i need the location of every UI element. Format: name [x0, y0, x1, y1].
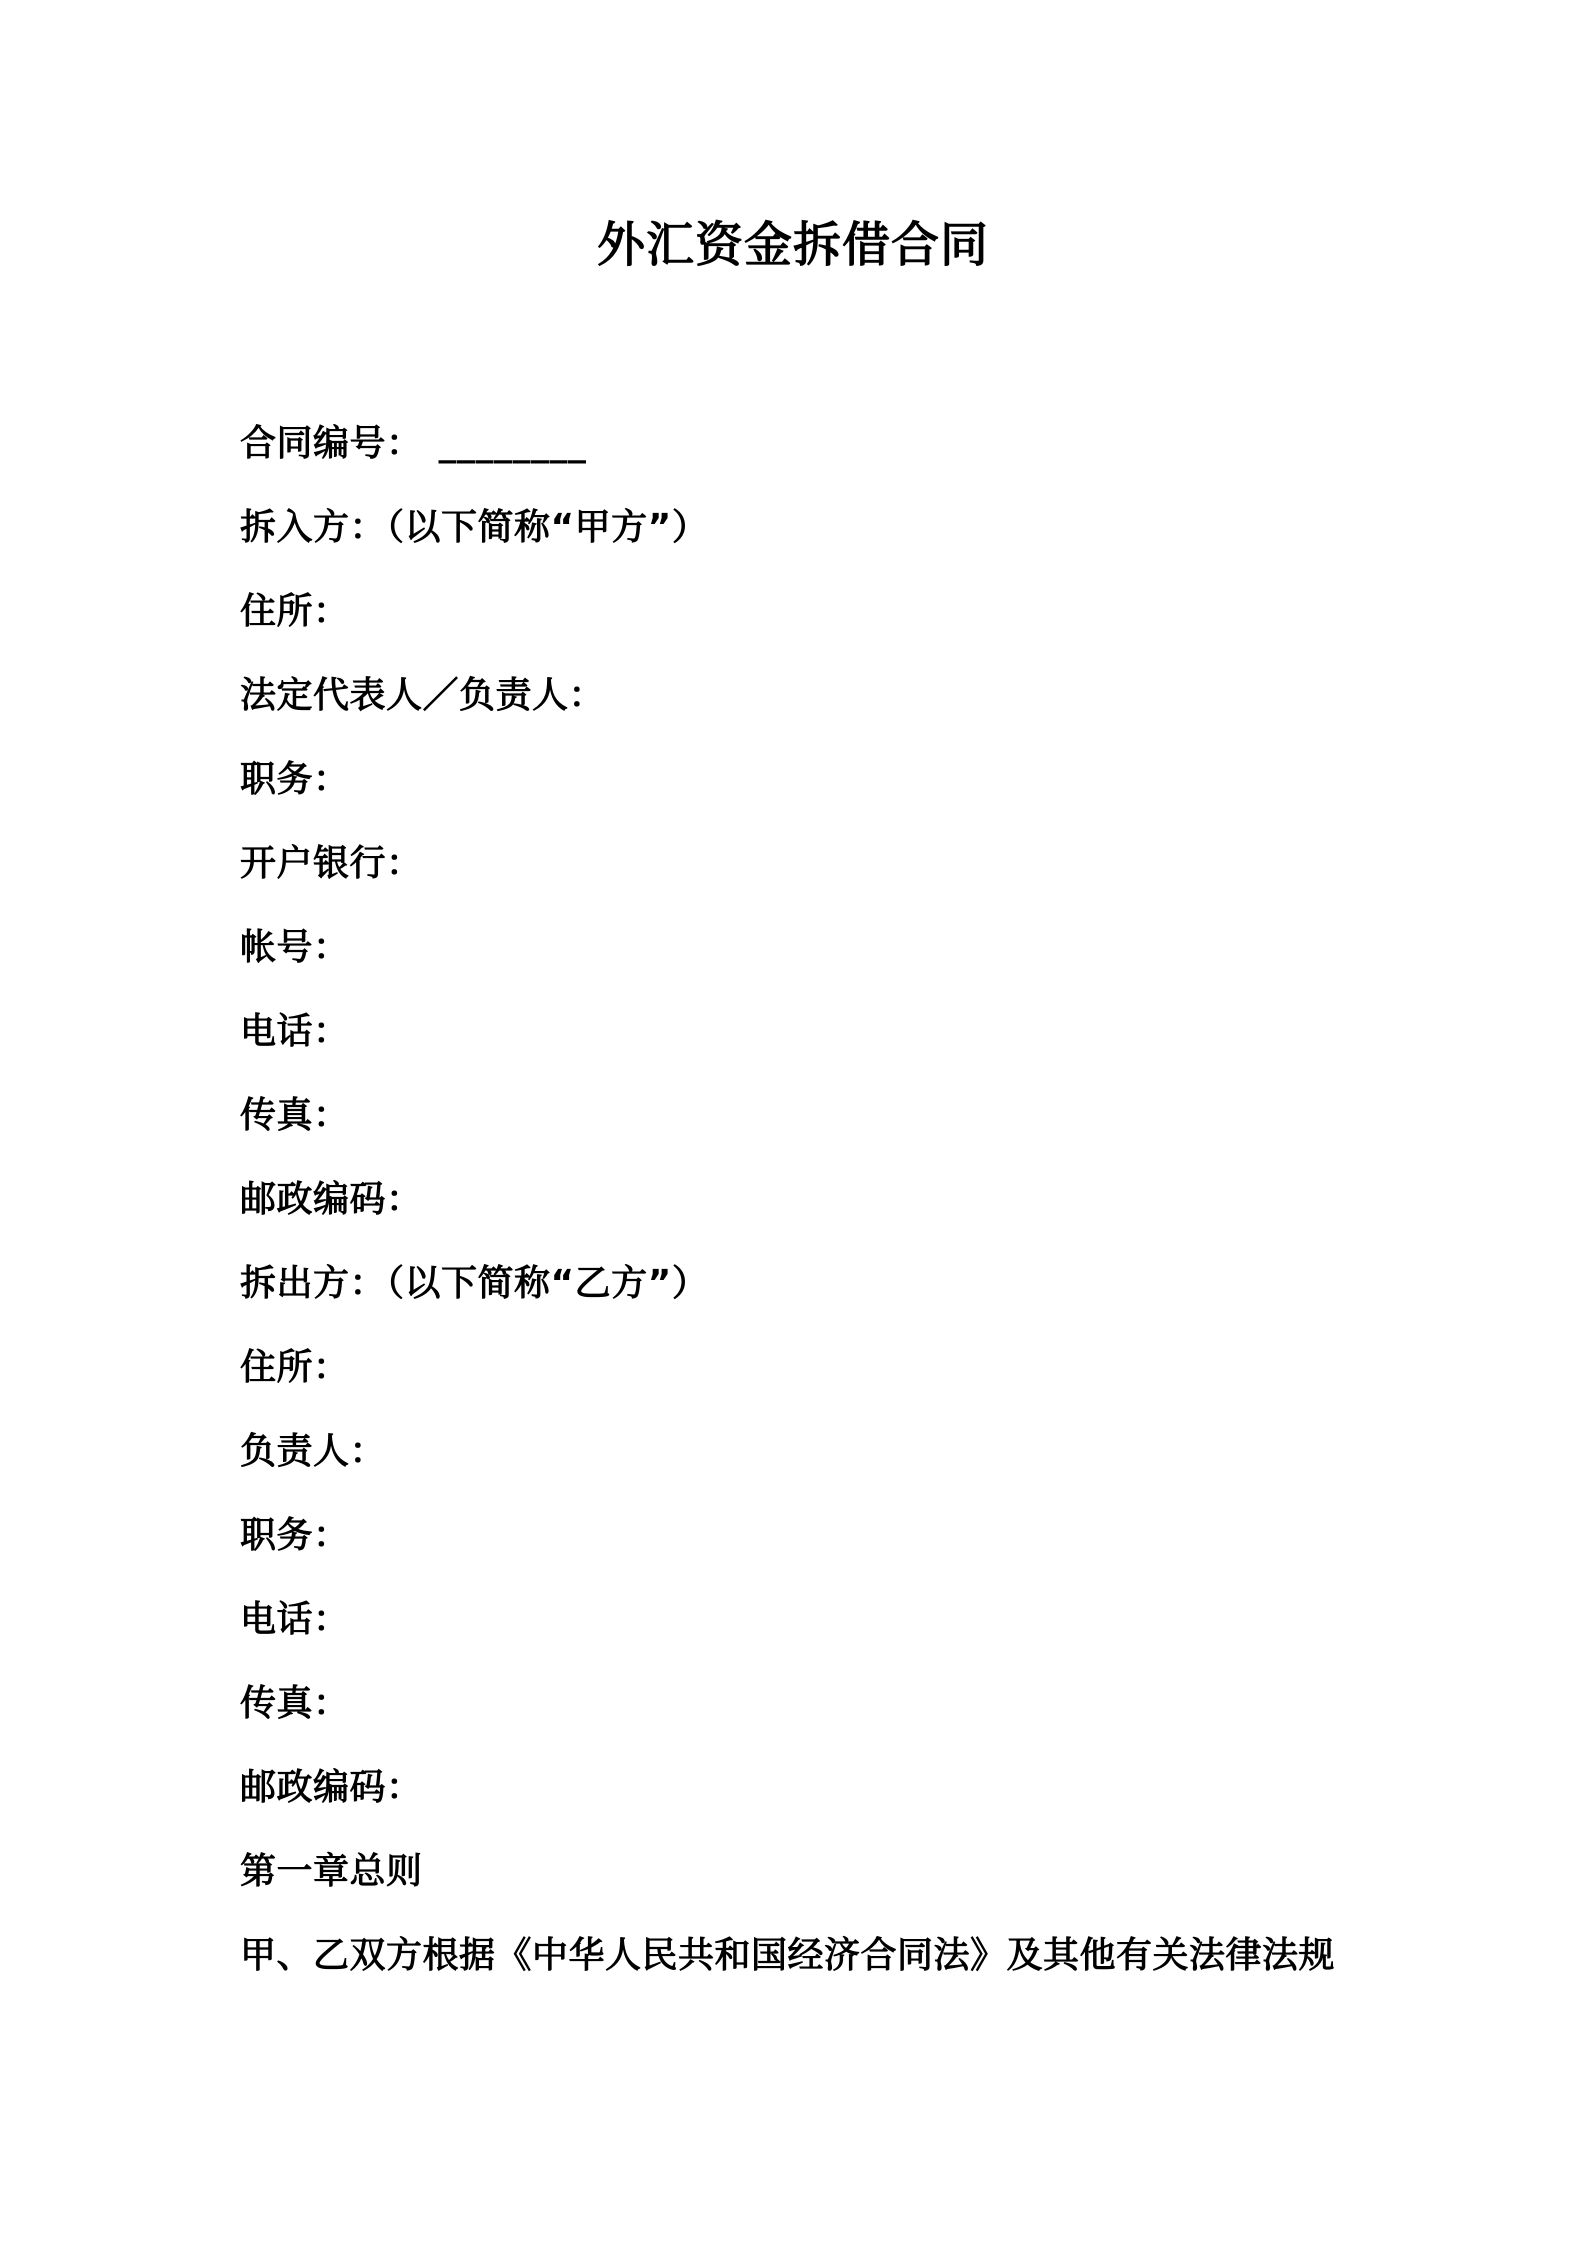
party-b-address: 住所：	[240, 1347, 350, 1388]
party-b-fax: 传真：	[240, 1683, 350, 1724]
party-b-position: 职务：	[240, 1515, 350, 1556]
contract-number-label: 合同编号：	[240, 423, 423, 464]
party-a-position: 职务：	[240, 759, 350, 800]
party-b-person-in-charge: 负责人：	[240, 1431, 387, 1472]
party-b-postcode: 邮政编码：	[240, 1767, 423, 1808]
contract-number-blank: ________	[438, 423, 587, 464]
party-a-postcode: 邮政编码：	[240, 1179, 423, 1220]
party-a-heading: 拆入方：（以下简称“甲方”）	[240, 507, 709, 548]
party-a-bank: 开户银行：	[240, 843, 423, 884]
contract-number-line	[240, 402, 1390, 486]
party-a-account: 帐号：	[240, 927, 350, 968]
party-b-heading: 拆出方：（以下简称“乙方”）	[240, 1263, 709, 1304]
document-body	[240, 402, 1390, 1998]
party-a-fax: 传真：	[240, 1095, 350, 1136]
party-a-phone: 电话：	[240, 1011, 350, 1052]
party-a-address: 住所：	[240, 591, 350, 632]
chapter-body-text: 甲、乙双方根据《中华人民共和国经济合同法》及其他有关法律法规	[240, 1935, 1336, 1976]
document-title: 外汇资金拆借合同	[596, 217, 989, 273]
party-b-phone: 电话：	[240, 1599, 350, 1640]
chapter-heading: 第一章总则	[240, 1851, 423, 1892]
party-a-legal-rep: 法定代表人／负责人：	[240, 675, 606, 716]
